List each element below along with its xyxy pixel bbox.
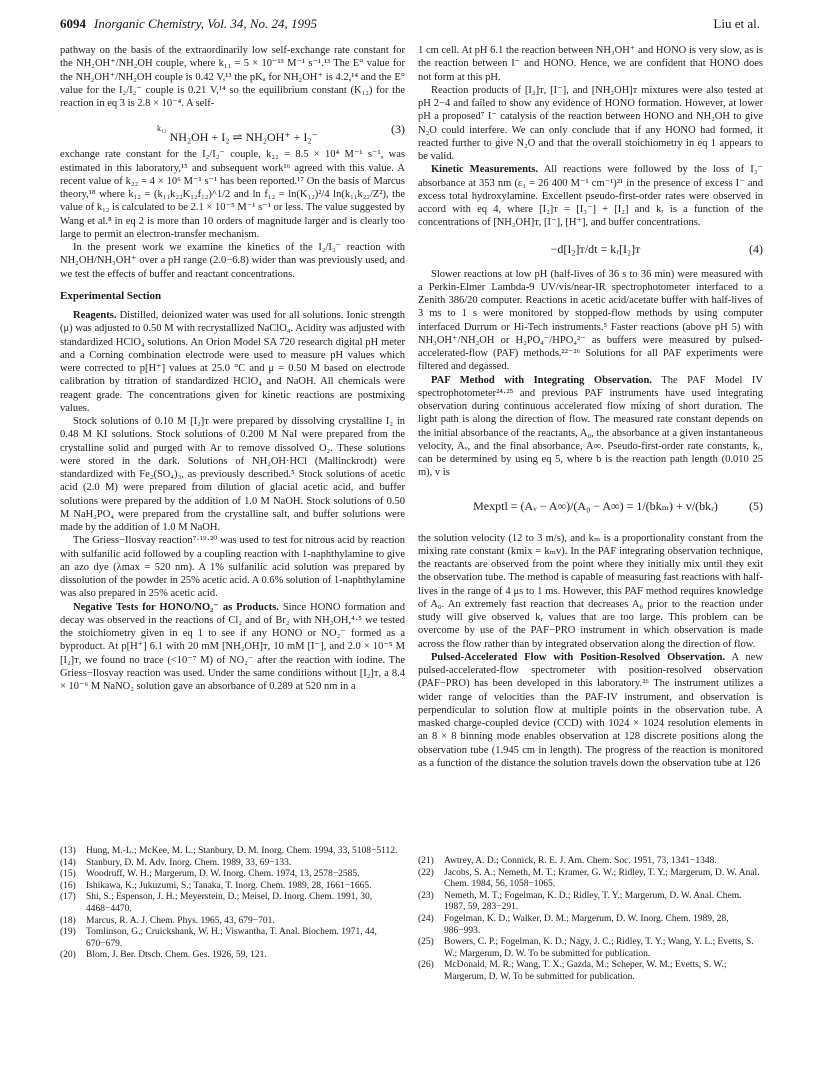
equation-number: (4) [749, 241, 763, 256]
reference-item [418, 914, 763, 937]
reference-text: Hung, M.-L.; McKee, M. L.; Stanbury, D. M. Inorg. Chem. 1994, 33, 5108−5112. [86, 846, 398, 856]
reference-number: (22) [418, 867, 434, 878]
header-authors: Liu et al. [713, 16, 760, 31]
reference-number: (24) [418, 913, 434, 924]
reference-item [418, 960, 763, 983]
run-in-head: Kinetic Measurements. [431, 164, 539, 176]
paragraph-paf-pro: Pulsed-Accelerated Flow with Position-Resolved Observation. A new pulsed-accelerated-flow spectrometer with position-resolved observation (PAF−PRO) has been developed in this laboratory.²⁶ The instrument utilizes a wider range of velocities than the PAF-IV instrument, and observation is perpendicular to solution flow at multiple points in the observation tube. A masked charge-coupled device (CCD) with 1024 × 1024 resolution elements in an 8 × 8 binning mode enables observation at 128 discrete positions along the observation tube (1.945 cm in length). The progress of the reaction is monitored as a function of the distance the solution travels down the observation tube at 126 [418, 651, 763, 769]
paragraph: The Griess−Ilosvay reaction⁷·¹⁹·²⁰ was used to test for nitrous acid by reaction with sulfanilic acid followed by a coupling reaction with 1-naphthylamine to give an azo dye (λmax = 520 nm). A 1% sulfanilic acid solution was prepared by dissolution of the powder in 25% acetic acid. A 0.6% solution of 1-naphthylamine was also prepared in 25% acetic acid. [60, 535, 405, 600]
reference-item [60, 858, 405, 870]
reference-item [60, 916, 405, 928]
reference-text: Jacobs, S. A.; Nemeth, M. T.; Kramer, G. W.; Ridley, T. Y.; Margerum, D. W. Anal. Chem. 1984, 56, 1058−1065. [444, 867, 760, 890]
running-header [60, 14, 760, 34]
reference-item [60, 869, 405, 881]
reference-item [60, 892, 405, 915]
reference-item [60, 950, 405, 962]
reference-text: Ishikawa, K.; Jukuzumi, S.; Tanaka, T. Inorg. Chem. 1989, 28, 1661−1665. [86, 880, 372, 891]
reference-item [60, 846, 405, 858]
right-column [418, 44, 763, 839]
paragraph: exchange rate constant for the I₂/I₂⁻ couple, k₂₂ = 8.5 × 10⁴ M⁻¹ s⁻¹, was estimated in this laboratory,¹⁵ and subsequent work¹⁶ agreed with this value. A recent value of k₂₂ = 4 × 10⁶ M⁻¹ s⁻¹ has been reported.¹⁷ On the basis of Marcus theory,¹⁸ where k₁₂ = (k₁₁k₂₂K₁₂f₁₂)^1/2 and ln f₁₂ = ln(K₁₂)²/4 ln(k₁₁k₂₂/Z²), the value of k₁₂ is calculated to be 2.1 × 10⁻⁵ M⁻¹ s⁻¹ or less. The value suggested by Wang et al.⁸ in eq 2 is more than 10 orders of magnitude larger and is clearly too large to permit an electron-transfer mechanism. [60, 149, 405, 240]
reference-item [418, 868, 763, 891]
equation-number: (3) [391, 122, 405, 137]
reference-number: (20) [60, 950, 76, 961]
journal-citation: Inorganic Chemistry, Vol. 34, No. 24, 1995 [94, 16, 318, 31]
reference-number: (25) [418, 937, 434, 948]
equation-body: Mexptl = (Aᵥ − A∞)/(A₀ − A∞) = 1/(bkₘ) + v/(bkᵣ) [473, 498, 718, 513]
reference-number: (18) [60, 915, 76, 926]
reference-text: Marcus, R. A. J. Chem. Phys. 1965, 43, 679−701. [86, 915, 275, 926]
equation-rate-label: k₁₂ [157, 124, 167, 134]
paragraph-negative-tests: Negative Tests for HONO/NO₂⁻ as Products. Since HONO formation and decay was observed in the reactions of Cl₂ and of Br₂ with NH₂OH,⁴·⁵ we tested the stoichiometry given in eq 1 to see if any HONO or NO₂⁻ formed as a byproduct. At p[H⁺] 6.1 with 20 mM [NH₂OH]ᴛ, 10 mM [I⁻], and 2.0 × 10⁻⁵ M [I₂]ᴛ, we found no trace (<10⁻⁷ M) of NO₂⁻ after the reaction with iodine. The Griess−Ilosvay reaction was used. Under the same conditions without [I₂]ᴛ, a 8.4 × 10⁻⁶ M NaNO₂ solution gave an absorbance of 0.289 at 520 nm in a [60, 601, 405, 692]
paragraph: 1 cm cell. At pH 6.1 the reaction between NH₃OH⁺ and HONO is very slow, as is the reaction between I⁻ and HONO. Hence, we are confident that HONO does not form at this pH. [418, 45, 763, 83]
paragraph: Reaction products of [I₂]ᴛ, [I⁻], and [NH₂OH]ᴛ mixtures were also tested at pH 2−4 and failed to show any evidence of HONO formation. However, at lower pH a proposed⁷ I⁻ catalysis of the reaction between HONO and NH₂OH to give N₂O could interfere. We can only conclude that if any HONO had formed, it reacted further to give N₂O and that the overall stoichiometry in eq 1 appears to be valid. [418, 84, 763, 162]
run-in-head: Pulsed-Accelerated Flow with Position-Resolved Observation. [431, 651, 726, 663]
reference-item [418, 856, 763, 868]
paragraph-reagents: Reagents. Distilled, deionized water was used for all solutions. Ionic strength (μ) was adjusted to 0.50 M with recrystallized NaClO₄. Acidity was adjusted with standardized HClO₄ solutions. An Orion Model SA 720 research digital pH meter and a Corning combination electrode were used to measure pH values which were corrected to p[H⁺] values at 25.0 °C and μ = 0.50 M based on electrode calibration by titration of standardized HClO₄ and NaOH. All chemicals were reagent grade. The concentrations given for kinetic reactions are postmixing values. [60, 310, 405, 414]
run-in-head: Reagents. [73, 310, 117, 321]
reference-item [60, 881, 405, 893]
reference-number: (26) [418, 960, 434, 971]
equation-body: $^{k_{12}}$NH₂OH + I₂ ⇌ NH₂OH⁺ + I₂⁻ [157, 124, 318, 145]
paragraph: Stock solutions of 0.10 M [I₂]ᴛ were prepared by dissolving crystalline I₂ in 0.48 M KI solutions. Stock solutions of 0.200 M NaI were prepared from the crystalline solid and purged with Ar to remove dissolved O₂. These solutions were stored in the dark. Solutions of NH₂OH·HCl (Mallinckrodt) were standardized with Fe₂(SO₄)₃, as previously described.⁵ Stock solutions of acetic acid (2.0 M) were prepared from dilution of glacial acetic acid, and buffer solutions were prepared by the addition of 1.0 M NaOH. Stock solutions of 0.50 M NaH₂PO₄ were prepared from the crystalline salt, and buffer solutions were made by the addition of 1.0 M NaOH. [60, 416, 405, 533]
reference-number: (14) [60, 857, 76, 868]
equation-4 [418, 238, 763, 260]
reference-number: (13) [60, 846, 76, 856]
run-in-head: Negative Tests for HONO/NO₂⁻ as Products. [73, 601, 279, 613]
reference-text: Nemeth, M. T.; Fogelman, K. D.; Ridley, T. Y.; Margerum, D. W. Anal. Chem. 1987, 59, 283−291. [444, 890, 742, 913]
reference-text: Shi, S.; Espenson, J. H.; Meyerstein, D.; Meisel, D. Inorg. Chem. 1991, 30, 4468−4470. [86, 892, 373, 914]
equation-5 [418, 488, 763, 524]
reference-text: Fogelman, K. D.; Walker, D. M.; Margerum, D. W. Inorg. Chem. 1989, 28, 986−993. [444, 913, 729, 936]
reference-item [418, 937, 763, 960]
reference-text: McDonald, M. R.; Wang, T. X.; Gazda, M.; Scheper, W. M.; Evetts, S. W.; Margerum, D. W. To be submitted for publication. [444, 960, 727, 982]
reference-text: Bowers, C. P.; Fogelman, K. D.; Nagy, J. C.; Ridley, T. Y.; Wang, Y. L.; Evetts, S. W.; Margerum, D. W. To be submitted for publication. [444, 937, 754, 959]
paragraph-paf: PAF Method with Integrating Observation. The PAF Model IV spectrophotometer²⁴·²⁵ and previous PAF instruments have used integrating observation during continuous accelerated flow mixing of short duration. The light path is along the direction of flow. The measured rate constant depends on the initial absorbance of the reactants, A₀, the absorbance at a given instantaneous velocity, Aᵥ, and the final absorbance, A∞. Pseudo-first-order rate constants, kᵣ, can be determined by using eq 5, where b is the reaction path length (0.010 25 m), v is [418, 374, 763, 479]
reference-text: Blom, J. Ber. Dtsch. Chem. Ges. 1926, 59, 121. [86, 950, 267, 961]
paragraph: the solution velocity (12 to 3 m/s), and kₘ is a proportionality constant from the mixing rate constant (kmix = kₘv). In the PAF integrating observation technique, the reactants are observed from the point where they initially mix until they exit the observation tube. The method is capable of measuring fast reactions with half-lives in the range of 4 μs to 1 ms. However, this PAF method requires knowledge of A₀. An extremely fast reaction that decreases A₀ prior to the reaction under study will give observed kᵣ values that are too large. This problem can be overcome by use of the PAF−PRO instrument in which observation is made across the flow rather than by integrated observation along the direction of flow. [418, 532, 763, 650]
reference-number: (19) [60, 927, 76, 938]
reference-text: Tomlinson, G.; Cruickshank, W. H.; Viswantha, T. Anal. Biochem. 1971, 44, 670−679. [86, 927, 377, 949]
equation-body: −d[I₂]ᴛ/dt = kᵣ[I₂]ᴛ [550, 241, 641, 256]
reference-number: (16) [60, 880, 76, 891]
reference-number: (21) [418, 856, 434, 866]
reference-number: (23) [418, 890, 434, 901]
paragraph-kinetic: Kinetic Measurements. All reactions were followed by the loss of I₃⁻ absorbance at 353 nm (ε₁ = 26 400 M⁻¹ cm⁻¹)²¹ in the presence of excess I⁻ and excess total hydroxylamine. Excellent pseudo-first-order rates were observed in accord with eq 4, where [I₂]ᴛ = [I₃⁻] + [I₂] and kᵣ is a function of the concentrations of [NH₂OH]ᴛ, [I⁻], [H⁺], and buffer concentrations. [418, 164, 763, 229]
left-column [60, 44, 405, 839]
reference-item [60, 927, 405, 950]
equation-number: (5) [749, 498, 763, 513]
reference-text: Awtrey, A. D.; Connick, R. E. J. Am. Chem. Soc. 1951, 73, 1341−1348. [444, 856, 717, 866]
reference-item [418, 891, 763, 914]
equation-3 [60, 118, 405, 145]
paragraph: Slower reactions at low pH (half-lives of 36 s to 36 min) were measured with a Perkin-Elmer Lambda-9 UV/vis/near-IR spectrophotometer interfaced to a Zenith 386/20 computer. Reactions in acetic acid/acetate buffer with half-lives of 3 ms to 1 s were monitored by stopped-flow methods by using computer interfaced Durrum or Hi-Tech instruments.⁵ Faster reactions (above pH 5) with NH₃OH⁺/NH₂OH or H₂PO₄⁻/HPO₄²⁻ as buffers were measured by pulsed-accelerated-flow (PAF) methods.²²⁻²⁶ Solutions for all PAF experiments were filtered and degassed. [418, 268, 763, 373]
references-left [60, 846, 405, 1061]
header-left [60, 14, 317, 34]
run-in-head: PAF Method with Integrating Observation. [431, 374, 652, 386]
reference-number: (15) [60, 869, 76, 880]
reference-text: Woodruff, W. H.; Margerum, D. W. Inorg. Chem. 1974, 13, 2578−2585. [86, 869, 360, 880]
paragraph: In the present work we examine the kinetics of the I₂/I₃⁻ reaction with NH₂OH/NH₃OH⁺ over a pH range (2.0−6.8) wider than was previously used, and we test the effects of buffer and reactant concentrations. [60, 242, 405, 280]
reference-text: Stanbury, D. M. Adv. Inorg. Chem. 1989, 33, 69−133. [86, 857, 292, 868]
references-right [418, 856, 763, 1071]
section-title: Experimental Section [60, 289, 162, 302]
reference-number: (17) [60, 892, 76, 903]
page-number: 6094 [60, 16, 86, 31]
paragraph: pathway on the basis of the extraordinarily low self-exchange rate constant for the NH₂OH⁺/NH₂OH couple, where k₁₁ = 5 × 10⁻¹³ M⁻¹ s⁻¹.¹³ The E° value for the NH₂OH⁺/NH₂OH couple is 0.42 V,¹³ the pKₐ for NH₂OH⁺ is 4.2,¹⁴ and the E° value for the I₂/I₂⁻ couple is 0.21 V,¹⁴ so the equilibrium constant (K₁₂) for the reaction in eq 3 is 2.8 × 10⁻⁴. A self- [60, 45, 405, 109]
